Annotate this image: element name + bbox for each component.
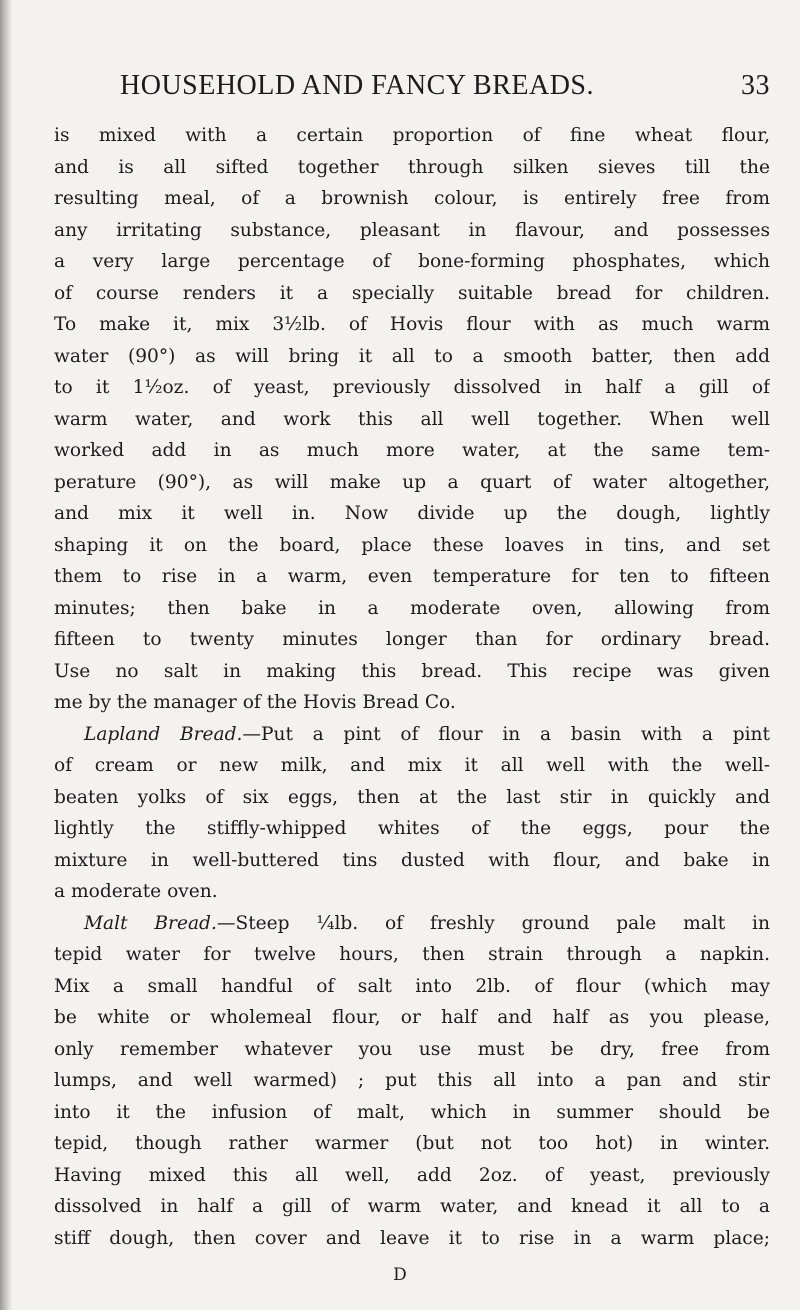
- text-line: perature (90°), as will make up a quart of water altogether,: [54, 471, 770, 493]
- text-line: lightly the stiffly-whipped whites of the eggs, pour the: [54, 818, 770, 839]
- running-title: HOUSEHOLD AND FANCY BREADS.: [120, 70, 594, 101]
- text-line: and mix it well in. Now divide up the dough, lightly: [54, 503, 770, 524]
- running-header: [120, 70, 770, 102]
- recipe-title-lapland: Lapland Bread.: [84, 723, 243, 745]
- text-line: fifteen to twenty minutes longer than for ordinary bread.: [54, 629, 770, 650]
- text-line: any irritating substance, pleasant in flavour, and possesses: [54, 219, 770, 241]
- text-line: shaping it on the board, place these loaves in tins, and set: [54, 534, 770, 556]
- recipe-text: —Steep ¼lb. of freshly ground pale malt in: [216, 912, 770, 934]
- text-line: Having mixed this all well, add 2oz. of yeast, previously: [54, 1164, 770, 1186]
- page-number: 33: [741, 70, 770, 101]
- book-spine-shadow: [0, 0, 12, 1310]
- text-line: be white or wholemeal flour, or half and half as you please,: [54, 1007, 770, 1028]
- text-line: tepid water for twelve hours, then strain through a napkin.: [54, 944, 770, 965]
- text-line: lumps, and well warmed) ; put this all into a pan and stir: [54, 1070, 770, 1091]
- recipe-lapland-heading-line: [54, 719, 770, 751]
- text-line: them to rise in a warm, even temperature for ten to fifteen: [54, 566, 770, 587]
- text-line: beaten yolks of six eggs, then at the last stir in quickly and: [54, 786, 770, 808]
- text-line: Use no salt in making this bread. This recipe was given: [54, 660, 770, 682]
- text-line: and is all sifted together through silken sieves till the: [54, 156, 770, 178]
- text-line: Mix a small handful of salt into 2lb. of flour (which may: [54, 975, 770, 997]
- text-line: a very large percentage of bone-forming phosphates, which: [54, 251, 770, 272]
- text-line: tepid, though rather warmer (but not too hot) in winter.: [54, 1133, 770, 1154]
- text-line: a moderate oven.: [54, 881, 218, 902]
- signature-mark: D: [393, 1265, 407, 1285]
- text-line: of course renders it a specially suitable bread for children.: [54, 282, 770, 304]
- text-line: is mixed with a certain proportion of fine wheat flour,: [54, 125, 770, 146]
- text-line: stiff dough, then cover and leave it to rise in a warm place;: [54, 1227, 770, 1249]
- text-line: resulting meal, of a brownish colour, is entirely free from: [54, 188, 770, 209]
- text-line: mixture in well-buttered tins dusted with flour, and bake in: [54, 849, 770, 871]
- text-line: warm water, and work this all well together. When well: [54, 408, 770, 430]
- text-line: me by the manager of the Hovis Bread Co.: [54, 692, 456, 713]
- text-line: dissolved in half a gill of warm water, and knead it all to a: [54, 1196, 770, 1217]
- text-line: to it 1½oz. of yeast, previously dissolved in half a gill of: [54, 377, 770, 398]
- text-line: minutes; then bake in a moderate oven, allowing from: [54, 597, 770, 619]
- text-line: into it the infusion of malt, which in summer should be: [54, 1101, 770, 1123]
- recipe-malt-heading-line: [54, 908, 770, 940]
- text-line: water (90°) as will bring it all to a smooth batter, then add: [54, 345, 770, 367]
- recipe-title-malt: Malt Bread.: [84, 912, 217, 934]
- book-page: [54, 70, 770, 1254]
- text-line: worked add in as much more water, at the same tem-: [54, 440, 770, 461]
- body-text: [54, 120, 770, 1254]
- text-line: of cream or new milk, and mix it all well with the well-: [54, 755, 770, 776]
- text-line: only remember whatever you use must be dry, free from: [54, 1038, 770, 1060]
- recipe-text: —Put a pint of flour in a basin with a pint: [242, 723, 770, 745]
- text-line: To make it, mix 3½lb. of Hovis flour with as much warm: [54, 314, 770, 335]
